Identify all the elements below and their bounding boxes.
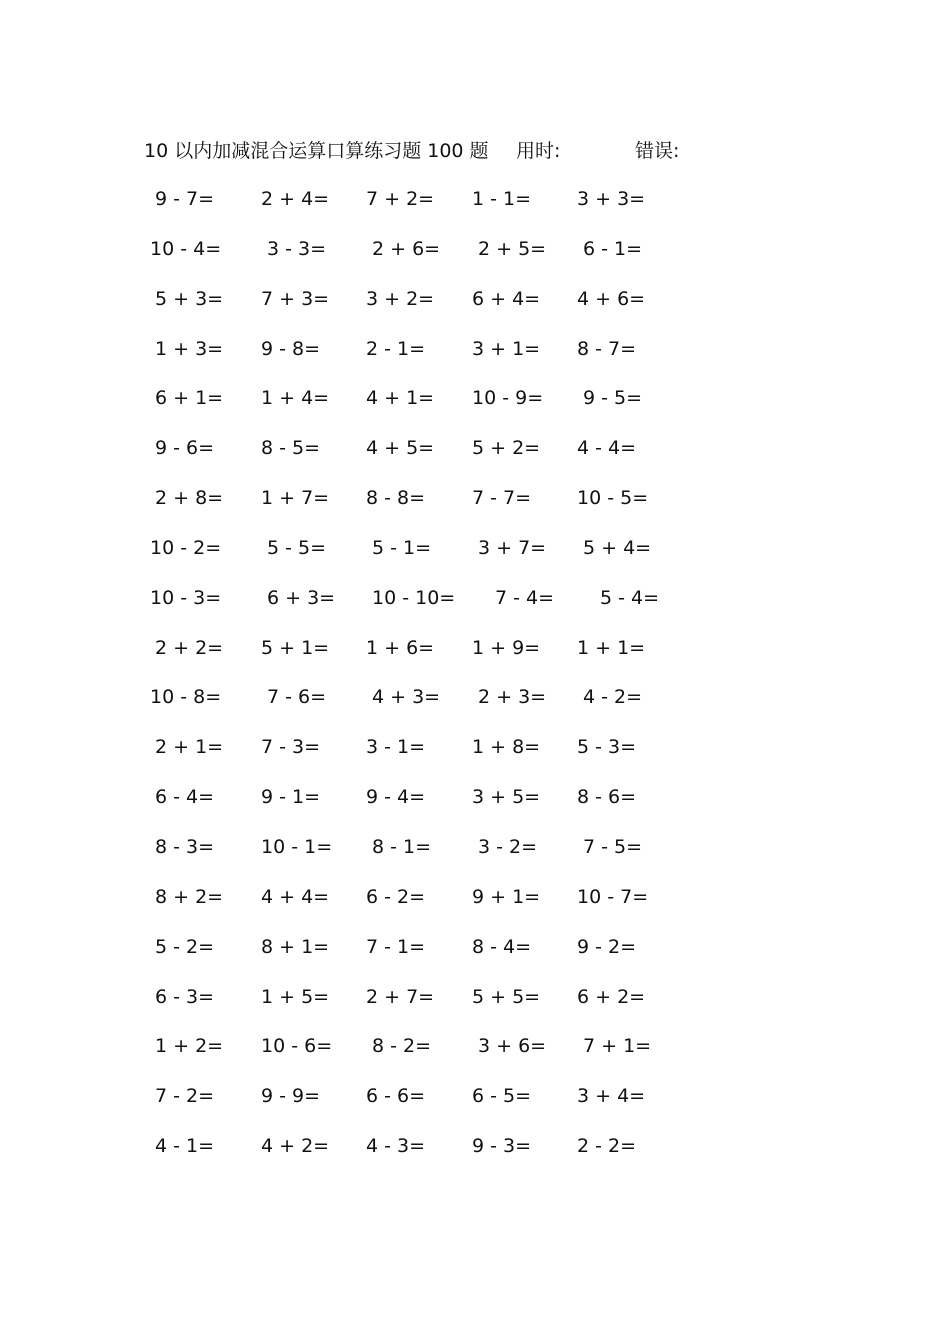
problem: 8 - 5= <box>261 437 321 460</box>
problem: 2 + 2= <box>155 636 224 659</box>
problem-row <box>0 980 950 1030</box>
problem: 10 - 6= <box>261 1035 333 1058</box>
problem: 6 - 3= <box>155 985 215 1008</box>
problem: 7 - 7= <box>472 487 532 510</box>
problem: 7 + 2= <box>366 188 435 210</box>
problem: 4 + 1= <box>366 387 435 410</box>
problem: 4 - 4= <box>577 437 637 460</box>
problem: 1 + 6= <box>366 636 435 659</box>
problem: 10 - 3= <box>150 586 222 609</box>
problem: 6 - 4= <box>155 786 215 809</box>
problem: 7 - 2= <box>155 1085 215 1108</box>
problem: 1 - 1= <box>472 188 532 210</box>
problem: 6 + 4= <box>472 287 541 310</box>
worksheet-title: 10 以内加减混合运算口算练习题 100 题 <box>144 140 489 162</box>
problem-row <box>0 1129 950 1179</box>
problem-row <box>0 780 950 830</box>
problem: 1 + 2= <box>155 1035 224 1058</box>
problem: 3 + 3= <box>577 188 646 210</box>
problem: 10 - 10= <box>372 586 456 609</box>
problem: 10 - 8= <box>150 686 222 709</box>
problem: 1 + 4= <box>261 387 330 410</box>
problem: 9 - 5= <box>583 387 643 410</box>
problem: 6 - 5= <box>472 1085 532 1108</box>
problem: 8 - 3= <box>155 835 215 858</box>
problem-row <box>0 381 950 431</box>
problem: 7 - 4= <box>495 586 555 609</box>
problem-row <box>0 830 950 880</box>
problem: 2 + 3= <box>478 686 547 709</box>
problem: 9 - 2= <box>577 935 637 958</box>
problem: 6 - 2= <box>366 885 426 908</box>
errors-label: 错误: <box>635 140 680 162</box>
problem: 8 + 1= <box>261 935 330 958</box>
problem: 1 + 1= <box>577 636 646 659</box>
problem: 7 - 6= <box>267 686 327 709</box>
problem: 7 - 3= <box>261 736 321 759</box>
problem: 5 - 5= <box>267 536 327 559</box>
problem: 9 - 9= <box>261 1085 321 1108</box>
problem: 5 - 3= <box>577 736 637 759</box>
problem: 3 + 7= <box>478 536 547 559</box>
problem: 6 - 6= <box>366 1085 426 1108</box>
problem: 5 + 1= <box>261 636 330 659</box>
problem: 3 + 5= <box>472 786 541 809</box>
problem: 2 + 7= <box>366 985 435 1008</box>
problem-row <box>0 1029 950 1079</box>
problem: 5 + 3= <box>155 287 224 310</box>
problem-row <box>0 481 950 531</box>
problem: 2 + 6= <box>372 237 441 260</box>
problem: 9 + 1= <box>472 885 541 908</box>
problem: 9 - 8= <box>261 337 321 360</box>
problem: 9 - 1= <box>261 786 321 809</box>
worksheet-header <box>144 136 784 166</box>
problem: 10 - 2= <box>150 536 222 559</box>
problem: 8 - 8= <box>366 487 426 510</box>
problem: 8 - 1= <box>372 835 432 858</box>
problem: 3 - 2= <box>478 835 538 858</box>
problem: 4 + 4= <box>261 885 330 908</box>
problem: 9 - 7= <box>155 188 215 210</box>
problem: 3 + 4= <box>577 1085 646 1108</box>
problem: 4 + 2= <box>261 1135 330 1158</box>
problem-row <box>0 680 950 730</box>
problem: 3 - 1= <box>366 736 426 759</box>
problem: 2 + 5= <box>478 237 547 260</box>
problem: 2 - 1= <box>366 337 426 360</box>
problem: 4 - 2= <box>583 686 643 709</box>
problem: 6 + 2= <box>577 985 646 1008</box>
problem: 4 + 6= <box>577 287 646 310</box>
problem-row <box>0 581 950 631</box>
problem-row <box>0 232 950 282</box>
problem: 2 + 8= <box>155 487 224 510</box>
problem: 8 - 6= <box>577 786 637 809</box>
problem: 7 + 3= <box>261 287 330 310</box>
problem-row <box>0 332 950 382</box>
problem: 2 + 1= <box>155 736 224 759</box>
problem-row <box>0 182 950 232</box>
problem: 1 + 9= <box>472 636 541 659</box>
time-label: 用时: <box>516 140 561 162</box>
problem: 3 + 6= <box>478 1035 547 1058</box>
problem: 3 + 1= <box>472 337 541 360</box>
problem: 4 + 3= <box>372 686 441 709</box>
problem: 3 + 2= <box>366 287 435 310</box>
problem: 8 - 2= <box>372 1035 432 1058</box>
problem: 2 + 4= <box>261 188 330 210</box>
problem-grid <box>0 182 950 1179</box>
problem: 8 - 4= <box>472 935 532 958</box>
problem-row <box>0 282 950 332</box>
problem: 9 - 4= <box>366 786 426 809</box>
problem: 4 - 1= <box>155 1135 215 1158</box>
problem: 4 + 5= <box>366 437 435 460</box>
problem: 1 + 3= <box>155 337 224 360</box>
problem: 9 - 6= <box>155 437 215 460</box>
problem: 6 - 1= <box>583 237 643 260</box>
problem: 5 + 4= <box>583 536 652 559</box>
problem: 5 - 1= <box>372 536 432 559</box>
problem: 5 + 5= <box>472 985 541 1008</box>
problem-row <box>0 531 950 581</box>
problem-row <box>0 930 950 980</box>
problem: 7 + 1= <box>583 1035 652 1058</box>
problem: 1 + 5= <box>261 985 330 1008</box>
problem-row <box>0 1079 950 1129</box>
problem: 1 + 7= <box>261 487 330 510</box>
problem: 3 - 3= <box>267 237 327 260</box>
problem: 5 - 2= <box>155 935 215 958</box>
problem: 10 - 7= <box>577 885 649 908</box>
problem: 7 - 5= <box>583 835 643 858</box>
problem: 6 + 3= <box>267 586 336 609</box>
problem: 8 + 2= <box>155 885 224 908</box>
problem-row <box>0 880 950 930</box>
problem: 8 - 7= <box>577 337 637 360</box>
problem: 10 - 1= <box>261 835 333 858</box>
problem: 10 - 9= <box>472 387 544 410</box>
problem: 2 - 2= <box>577 1135 637 1158</box>
problem: 7 - 1= <box>366 935 426 958</box>
problem-row <box>0 631 950 681</box>
problem: 6 + 1= <box>155 387 224 410</box>
problem: 5 + 2= <box>472 437 541 460</box>
problem: 5 - 4= <box>600 586 660 609</box>
problem: 10 - 4= <box>150 237 222 260</box>
problem-row <box>0 730 950 780</box>
problem: 1 + 8= <box>472 736 541 759</box>
problem: 10 - 5= <box>577 487 649 510</box>
problem: 9 - 3= <box>472 1135 532 1158</box>
problem-row <box>0 431 950 481</box>
problem: 4 - 3= <box>366 1135 426 1158</box>
